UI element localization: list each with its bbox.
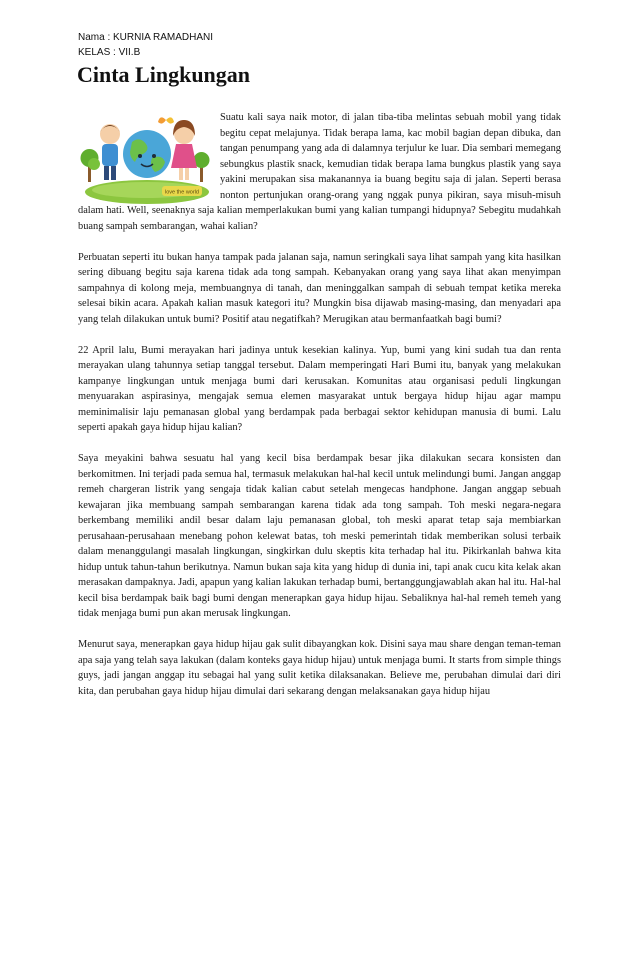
document-title: Cinta Lingkungan [77,62,251,87]
paragraph-2: Perbuatan seperti itu bukan hanya tampak pada jalanan saja, namun seringkali saya lihat sampah yang kita hasilkan sering dibuang begitu saja karena tidak ada tong sampah. Kebanyakan orang yang saya lihat akan menyimpan sampahnya di kolong meja, membuangnya di tanah, dan meninggalkan sampah di sebuah tempat ketika mereka selesai bikin acara. Apakah kalian masuk kategori itu? Mungkin bisa dijawab masing-masing, dan menyadari apa yang telah dilakukan untuk bumi? Positif atau negatifkah? Merugikan atau bermanfaatkah bagi bumi? [78,251,561,325]
banner-text: love the world [165,189,199,196]
article-body [78,110,561,715]
paragraph-1 [78,110,561,234]
paragraph-3: 22 April lalu, Bumi merayakan hari jadinya untuk kesekian kalinya. Yup, bumi yang kini sudah tua dan renta merayakan ulang tahunnya setiap tanggal tersebut. Dalam memperingati Hari Bumi itu, banyak yang melakukan kampanye lingkungan untuk menjaga bumi dari kerusakan. Komunitas atau organisasi peduli lingkungan menyuarakan aspirasinya, mengajak semua elemen masyarakat untuk bergaya hidup hijau agar mampu meminimalisir laju pemanasan global yang berdampak pada berbagai sektor kehidupan manusia di bumi. Lalu seperti apakah gaya hidup hijau kalian? [78,344,561,433]
illustration-spacer [78,110,220,203]
paragraph-5: Menurut saya, menerapkan gaya hidup hijau gak sulit dibayangkan kok. Disini saya mau share dengan teman-teman apa saja yang telah saya lakukan (dalam konteks gaya hidup hijau) untuk menjaga bumi. It starts from simple things guys, jadi jangan anggap itu sebagai hal yang sulit ketika dilaksanakan. Believe me, perubahan dimulai dari diri kita, dan perubahan gaya hidup hijau dimulai dari sekarang dengan melaksanakan gaya hidup hijau [78,639,561,697]
paragraph-4: Saya meyakini bahwa sesuatu hal yang kecil bisa berdampak besar jika dilakukan secara konsisten dan berkomitmen. Ini terjadi pada semua hal, termasuk melakukan hal-hal kecil untuk melindungi bumi. Jangan anggap remeh chargeran listrik yang sengaja tidak kalian cabut setelah mengecas handphone. Jangan anggap sebuah kewajaran jika membuang sampah sembarangan karena tidak ada tong sampah. Toh meski negara-negara berkembang memiliki andil besar dalam laju pemanasan global, toh meski aparat tetap saja membiarkan perusahaan-perusahaan menebang pohon kelewat batas, toh meski pemerintah tidak memberikan solusi terbaik dalam menanggulangi masalah lingkungan, singkirkan dulu skeptis kita terhadap hal itu. Pikirkanlah bahwa kita hidup untuk tahun-tahun berikutnya. Namun bukan saja kita yang hidup di dunia ini, tapi anak cucu kita kelak akan merasakan dampaknya. Jadi, apapun yang kalian lakukan terhadap bumi, bertanggungjawablah akan hal itu. Hal-hal kecil bisa berdampak baik bagi bumi dengan menerapkan gaya hidup hijau. Sebaliknya hal-hal remeh temeh yang tidak menjaga bumi pun akan merusak lingkungan. [78,453,561,619]
author-name: Nama : KURNIA RAMADHANI [78,32,214,43]
paragraph-1-text: Suatu kali saya naik motor, di jalan tiba-tiba melintas sebuah mobil yang tidak begitu cepat melajunya. Tidak berapa lama, kac mobil bagian depan dibuka, dan tangan penumpang yang ada di dalamnya terjulur ke luar. Dia sembari memegang sebungkus plastik snack, kemudian tidak berapa lama bungkus plastik yang saya yakini merupakan sisa makanannya ia buang begitu saja di jalan. Seperti berasa nonton pertunjukan orang-orang yang nggak punya pikiran, saya misuh-misuh dalam hati. Well, seenaknya saja kalian memperlakukan bumi yang kalian tumpangi hidupnya? Sebegitu mudahkah buang sampah sembarangan, wahai kalian? [78,112,561,232]
class-label: KELAS : VII.B [78,47,141,58]
